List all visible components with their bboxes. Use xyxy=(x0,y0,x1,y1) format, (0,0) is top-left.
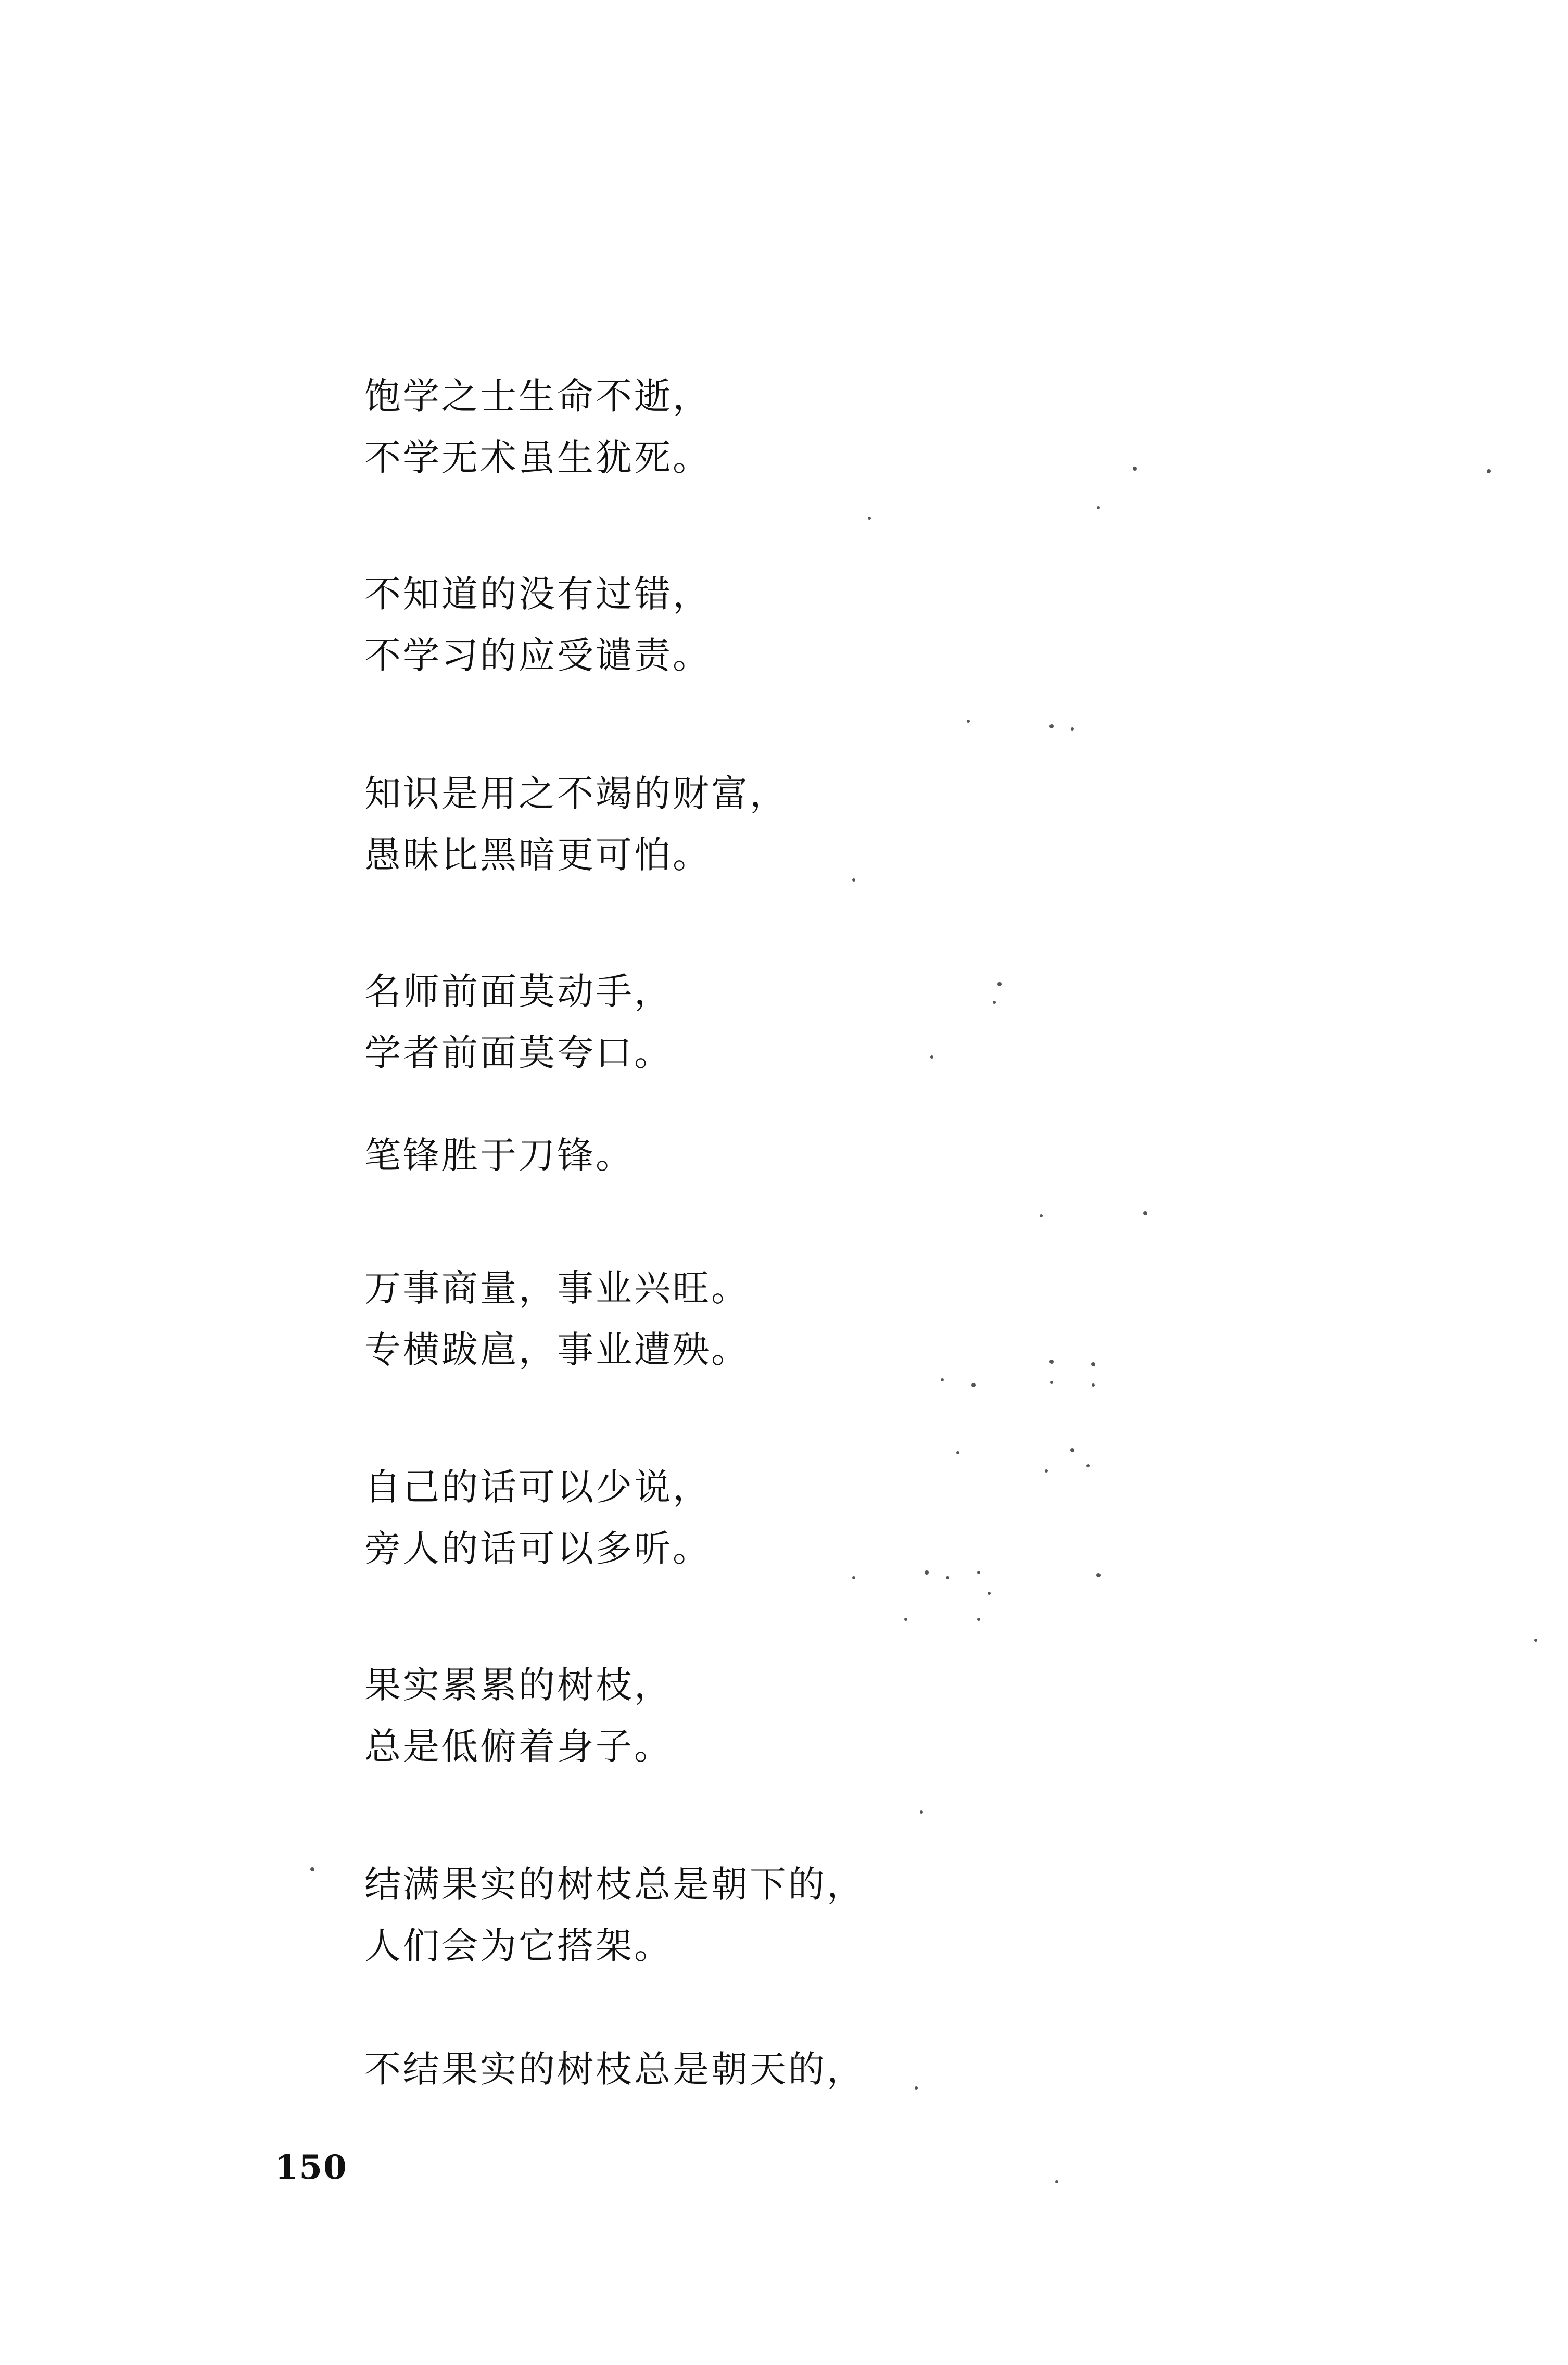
proverb-line: 结满果实的树枝总是朝下的， xyxy=(364,1863,865,1906)
proverb-line: 总是低俯着身子。 xyxy=(364,1725,673,1768)
proverb-line: 名师前面莫动手， xyxy=(364,970,673,1013)
proverb-line: 人们会为它搭架。 xyxy=(364,1924,673,1967)
proverb-line: 不知道的没有过错， xyxy=(364,573,711,615)
proverb-line: 学者前面莫夸口。 xyxy=(364,1031,673,1074)
proverb-stanza xyxy=(364,1257,750,1380)
proverb-line: 果实累累的树枝， xyxy=(364,1664,673,1706)
proverb-line: 饱学之士生命不逝， xyxy=(364,375,711,418)
proverb-stanza xyxy=(364,366,711,488)
proverb-stanza xyxy=(364,1854,865,1977)
proverb-stanza xyxy=(364,2039,865,2100)
proverb-line: 愚昧比黑暗更可怕。 xyxy=(364,834,711,876)
proverb-stanza xyxy=(364,1654,673,1777)
proverb-stanza xyxy=(364,1456,711,1579)
proverb-line: 万事商量，事业兴旺。 xyxy=(364,1267,750,1310)
page-number: 150 xyxy=(275,2148,348,2187)
proverb-line: 不学无术虽生犹死。 xyxy=(364,436,711,479)
proverb-stanza xyxy=(364,563,711,686)
proverb-stanza xyxy=(364,961,673,1084)
proverb-line: 不学习的应受谴责。 xyxy=(364,634,711,677)
proverb-stanza xyxy=(364,763,788,886)
proverb-line: 自己的话可以少说， xyxy=(364,1466,711,1508)
proverb-line: 笔锋胜于刀锋。 xyxy=(364,1134,634,1177)
proverb-line: 知识是用之不竭的财富， xyxy=(364,772,788,815)
proverb-line: 不结果实的树枝总是朝天的， xyxy=(364,2048,865,2091)
proverb-line: 旁人的话可以多听。 xyxy=(364,1527,711,1570)
proverb-line: 专横跋扈，事业遭殃。 xyxy=(364,1328,750,1371)
proverb-stanza xyxy=(364,1125,634,1186)
